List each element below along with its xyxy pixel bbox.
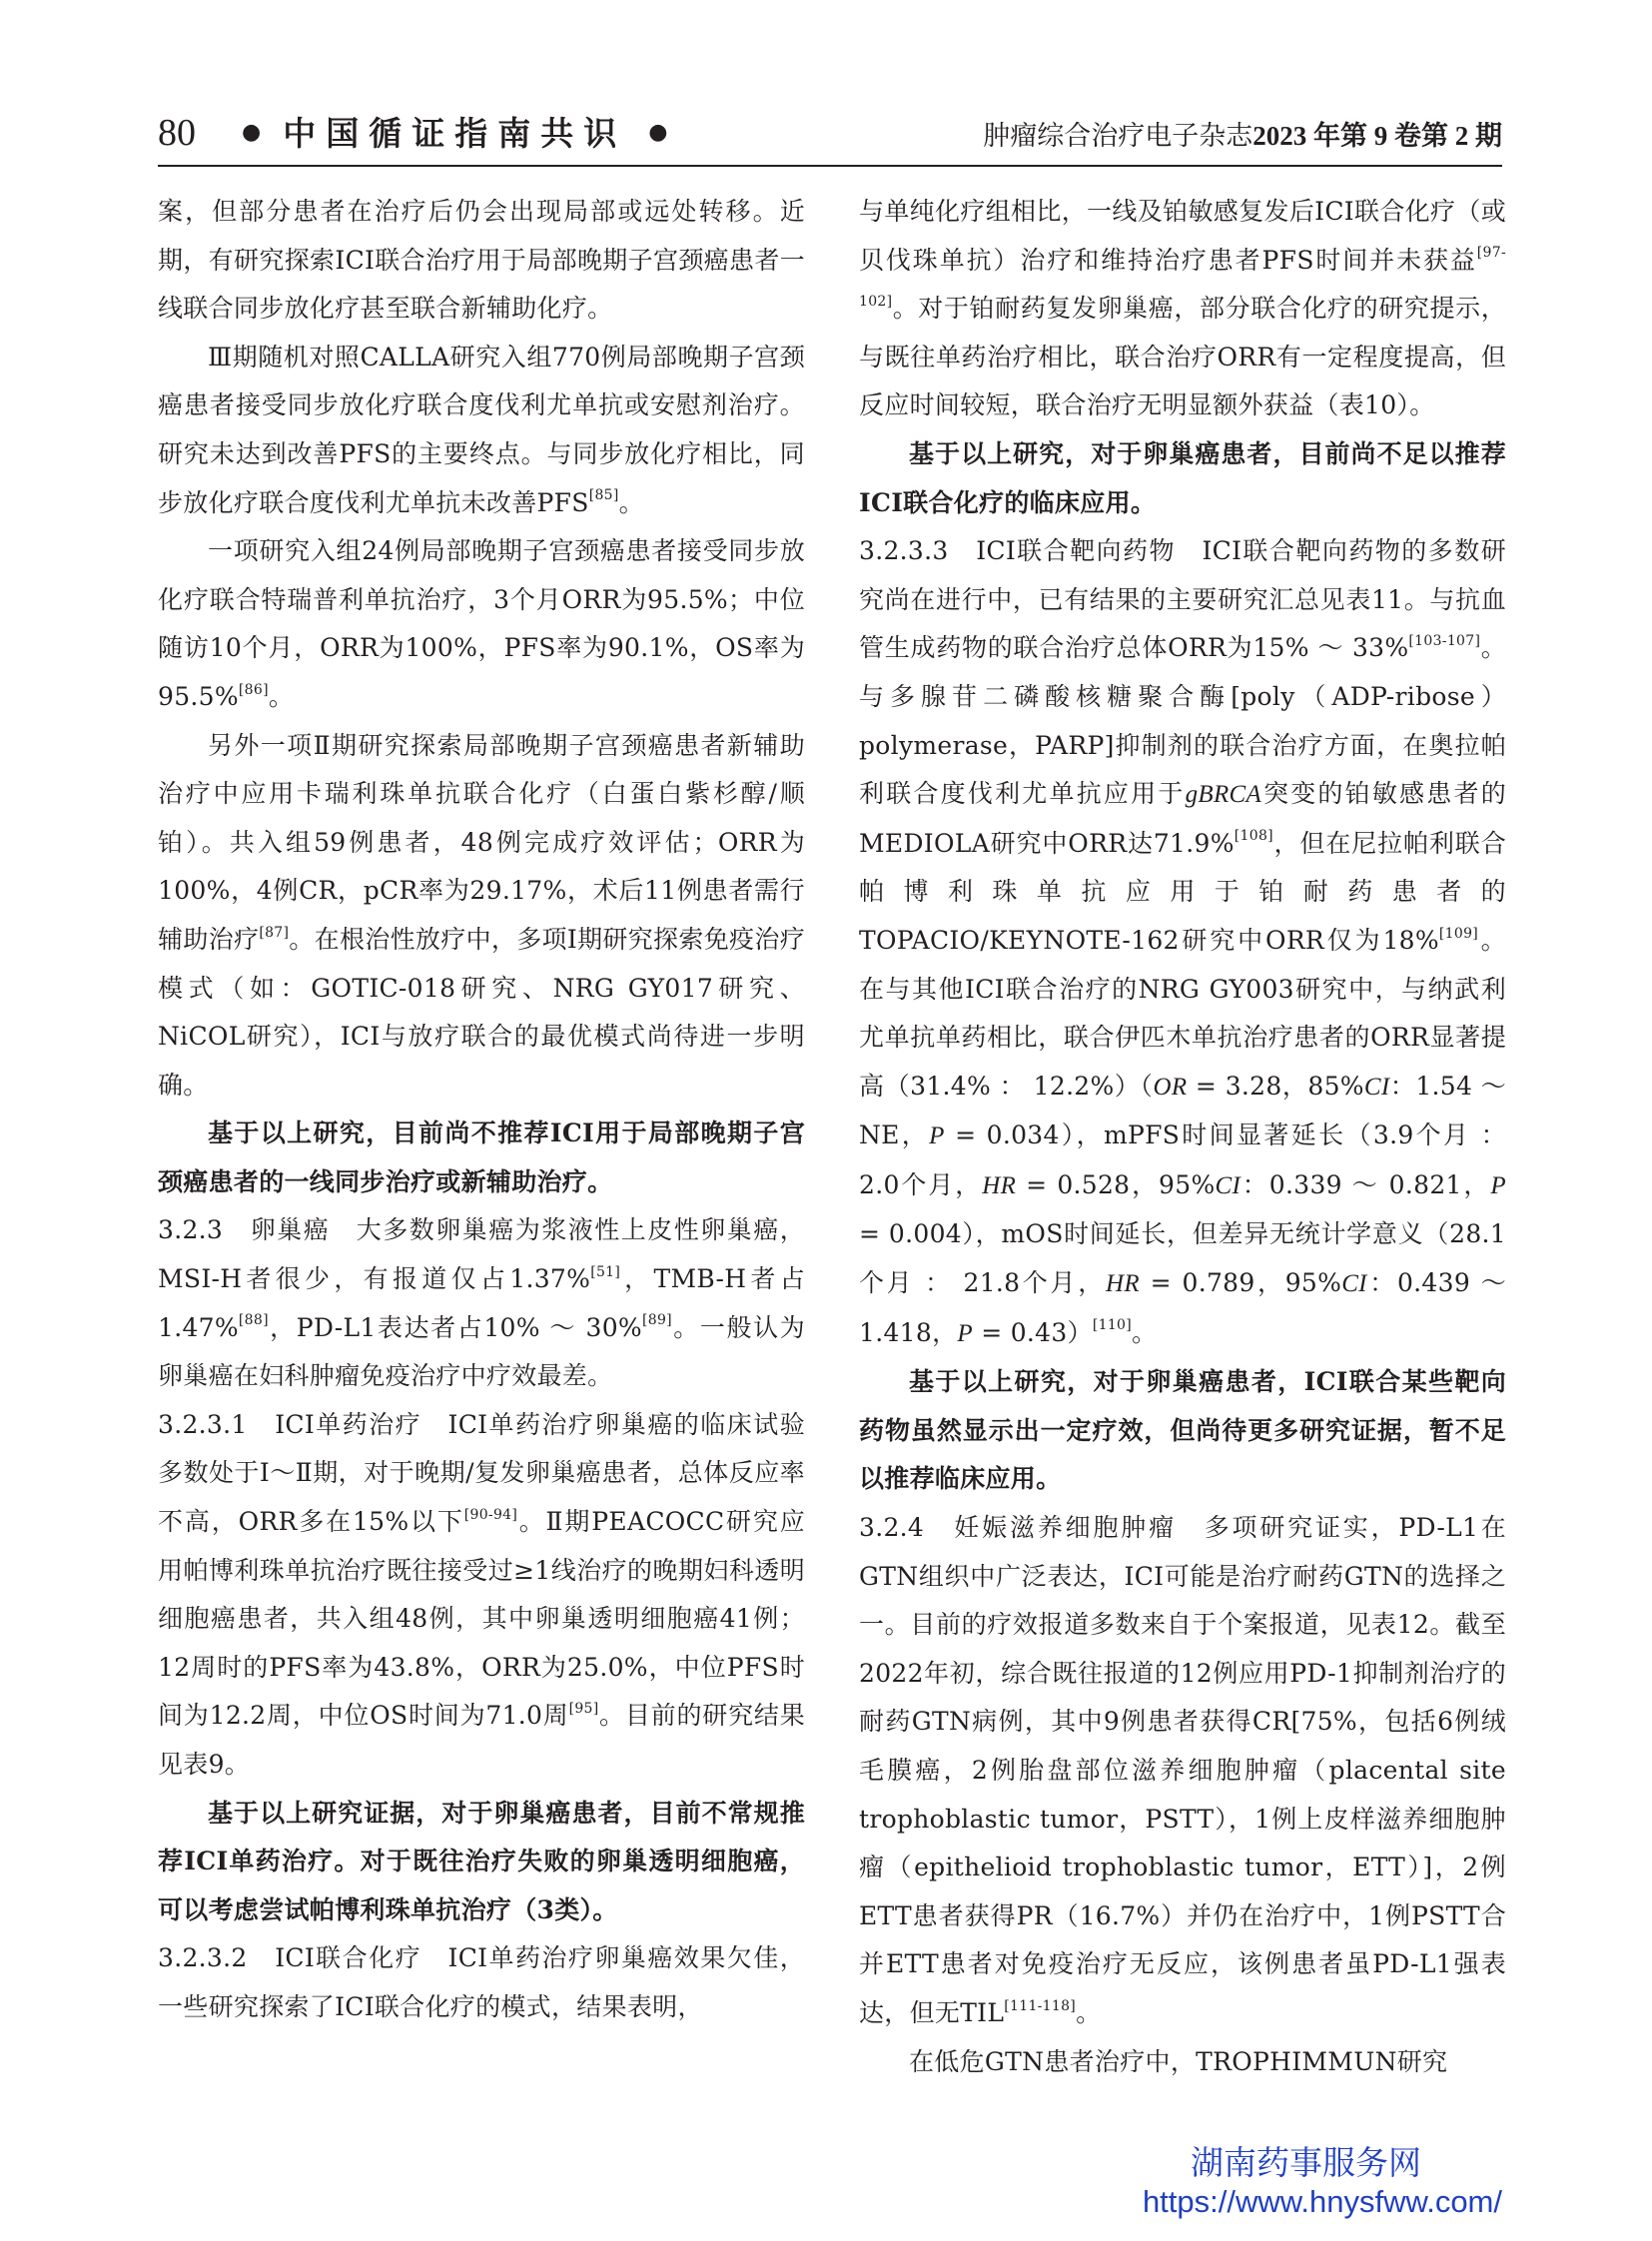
citation[interactable]: [87] xyxy=(259,924,290,941)
section-3-2-3-3: 3.2.3.3 ICI联合靶向药物 ICI联合靶向药物的多数研究尚在进行中，已有结果的主要研究汇总见表11。与抗血管生成药物的联合治疗总体ORR为15% ～ 33%[103-107]。与多腺苷二磷酸核糖聚合酶[poly（ADP-ribose）polymerase，PARP]抑制剂的联合治疗方面，在奥拉帕利联合度伐利尤单抗应用于gBRCA突变的铂敏感患者的MEDIOLA研究中ORR达71.9%[108]，但在尼拉帕利联合帕博利珠单抗应用于铂耐药患者的TOPACIO/KEYNOTE-162研究中ORR仅为18%[109]。在与其他ICI联合治疗的NRG GY003研究中，与纳武利尤单抗单药相比，联合伊匹木单抗治疗患者的ORR显著提高（31.4% ： 12.2%）（OR = 3.28，85%CI：1.54 ～ NE，P = 0.034），mPFS时间显著延长（3.9个月 ： 2.0个月，HR = 0.528，95%CI：0.339 ～ 0.821，P = 0.004），mOS时间延长，但差异无统计学意义（28.1个月 ： 21.8个月，HR = 0.789，95%CI：0.439 ～ 1.418，P = 0.43）[110]。 xyxy=(859,536,1507,1347)
paragraph: 在低危GTN患者治疗中，TROPHIMMUN研究 xyxy=(909,2046,1448,2076)
recommendation: 基于以上研究，对于卵巢癌患者，ICI联合某些靶向药物虽然显示出一定疗效，但尚待更多研究证据，暂不足以推荐临床应用。 xyxy=(859,1367,1506,1494)
citation[interactable]: [86] xyxy=(238,681,269,698)
citation[interactable]: [97-102] xyxy=(859,245,1506,310)
section-3-2-3-1: 3.2.3.1 ICI单药治疗 ICI单药治疗卵巢癌的临床试验多数处于Ⅰ～Ⅱ期，对于晚期/复发卵巢癌患者，总体反应率不高，ORR多在15%以下[90-94]。Ⅱ期PEACOCC研究应用帕博利珠单抗治疗既往接受过≥1线治疗的晚期妇科透明细胞癌患者，共入组48例，其中卵巢透明细胞癌41例；12周时的PFS率为43.8%，ORR为25.0%，中位PFS时间为12.2周，中位OS时间为71.0周[95]。目前的研究结果见表9。 xyxy=(158,1409,806,1779)
issue-info: 2023 年第 9 卷第 2 期 xyxy=(1252,121,1502,151)
journal-name: 肿瘤综合治疗电子杂志 xyxy=(983,121,1253,152)
citation[interactable]: [108] xyxy=(1234,828,1273,845)
section-3-2-4: 3.2.4 妊娠滋养细胞肿瘤 多项研究证实，PD-L1在GTN组织中广泛表达，ICI可能是治疗耐药GTN的选择之一。目前的疗效报道多数来自于个案报道，见表12。截至2022年初，综合既往报道的12例应用PD-1抑制剂治疗的耐药GTN病例，其中9例患者获得CR[75%，包括6例绒毛膜癌，2例胎盘部位滋养细胞肿瘤（placental site trophoblastic tumor，PSTT），1例上皮样滋养细胞肿瘤（epithelioid trophoblastic tumor，ETT）]，2例ETT患者获得PR（16.7%）并仍在治疗中，1例PSTT合并ETT患者对免疫治疗无反应，该例患者虽PD-L1强表达，但无TIL[111-118]。 xyxy=(859,1513,1506,2027)
citation[interactable]: [103-107] xyxy=(1408,633,1481,650)
left-column xyxy=(158,188,805,2032)
right-column xyxy=(859,188,1506,2086)
bullet-dot: ● xyxy=(242,120,262,145)
citation[interactable]: [85] xyxy=(588,487,619,504)
watermark-url[interactable]: https://www.hnysfww.com/ xyxy=(1142,2184,1502,2219)
paragraph: 另外一项Ⅱ期研究探索局部晚期子宫颈癌患者新辅助治疗中应用卡瑞利珠单抗联合化疗（白蛋白紫杉醇/顺铂）。共入组59例患者，48例完成疗效评估；ORR为100%，4例CR，pCR率为29.17%，术后11例患者需行辅助治疗[87]。在根治性放疗中，多项Ⅰ期研究探索免疫治疗模式（如：GOTIC-018研究、NRG GY017研究、NiCOL研究），ICI与放疗联合的最优模式尚待进一步明确。 xyxy=(158,730,805,1100)
header-right xyxy=(983,114,1502,153)
section-3-2-3-2: 3.2.3.2 ICI联合化疗 ICI单药治疗卵巢癌效果欠佳，一些研究探索了ICI联合化疗的模式，结果表明， xyxy=(158,1943,805,2021)
running-header xyxy=(158,108,1502,164)
citation[interactable]: [51] xyxy=(590,1263,621,1280)
citation[interactable]: [90-94] xyxy=(463,1506,518,1523)
recommendation: 基于以上研究证据，对于卵巢癌患者，目前不常规推荐ICI单药治疗。对于既往治疗失败的卵巢透明细胞癌，可以考虑尝试帕博利珠单抗治疗（3类）。 xyxy=(158,1798,805,1924)
stat-symbol: P xyxy=(957,1319,973,1347)
series-title: 中国循证指南共识 xyxy=(283,114,627,153)
stat-symbol: HR xyxy=(982,1171,1017,1199)
stat-symbol: P xyxy=(929,1122,945,1150)
header-left xyxy=(158,108,689,155)
stat-symbol: HR xyxy=(1105,1270,1140,1298)
paragraph: Ⅲ期随机对照CALLA研究入组770例局部晚期子宫颈癌患者接受同步放化疗联合度伐利尤单抗或安慰剂治疗。研究未达到改善PFS的主要终点。与同步放化疗相比，同步放化疗联合度伐利尤单抗未改善PFS[85]。 xyxy=(158,342,805,517)
gene-name: gBRCA xyxy=(1185,781,1262,809)
stat-symbol: CI xyxy=(1341,1270,1367,1298)
recommendation: 基于以上研究，目前尚不推荐ICI用于局部晚期子宫颈癌患者的一线同步治疗或新辅助治疗。 xyxy=(158,1119,805,1196)
page-number: 80 xyxy=(158,112,196,154)
stat-symbol: OR xyxy=(1153,1073,1188,1101)
bullet-dot: ● xyxy=(648,120,668,145)
stat-symbol: CI xyxy=(1363,1073,1390,1101)
recommendation: 基于以上研究，对于卵巢癌患者，目前尚不足以推荐ICI联合化疗的临床应用。 xyxy=(859,438,1506,517)
citation[interactable]: [110] xyxy=(1092,1317,1133,1334)
watermark xyxy=(1143,2137,1502,2220)
citation[interactable]: [109] xyxy=(1438,925,1479,942)
citation[interactable]: [95] xyxy=(568,1701,599,1718)
paragraph: 与单纯化疗组相比，一线及铂敏感复发后ICI联合化疗（或贝伐珠单抗）治疗和维持治疗患者PFS时间并未获益[97-102]。对于铂耐药复发卵巢癌，部分联合化疗的研究提示，与既往单药治疗相比，联合治疗ORR有一定程度提高，但反应时间较短，联合治疗无明显额外获益（表10）。 xyxy=(859,197,1506,420)
citation[interactable]: [89] xyxy=(641,1312,672,1329)
stat-symbol: CI xyxy=(1215,1171,1241,1199)
section-3-2-3: 3.2.3 卵巢癌 大多数卵巢癌为浆液性上皮性卵巢癌，MSI-H者很少，有报道仅占1.37%[51]，TMB-H者占1.47%[88]，PD-L1表达者占10% ～ 30%[89]。一般认为卵巢癌在妇科肿瘤免疫治疗中疗效最差。 xyxy=(158,1215,806,1391)
citation[interactable]: [88] xyxy=(238,1312,269,1329)
header-rule xyxy=(158,165,1502,167)
citation[interactable]: [111-118] xyxy=(1004,1997,1077,2014)
watermark-name: 湖南药事服务网 xyxy=(1190,2143,1421,2182)
stat-symbol: P xyxy=(1490,1171,1506,1199)
paragraph: 一项研究入组24例局部晚期子宫颈癌患者接受同步放化疗联合特瑞普利单抗治疗，3个月ORR为95.5%；中位随访10个月，ORR为100%，PFS率为90.1%，OS率为95.5%[86]。 xyxy=(158,536,805,711)
paragraph: 案，但部分患者在治疗后仍会出现局部或远处转移。近期，有研究探索ICI联合治疗用于局部晚期子宫颈癌患者一线联合同步放化疗甚至联合新辅助化疗。 xyxy=(158,197,805,324)
